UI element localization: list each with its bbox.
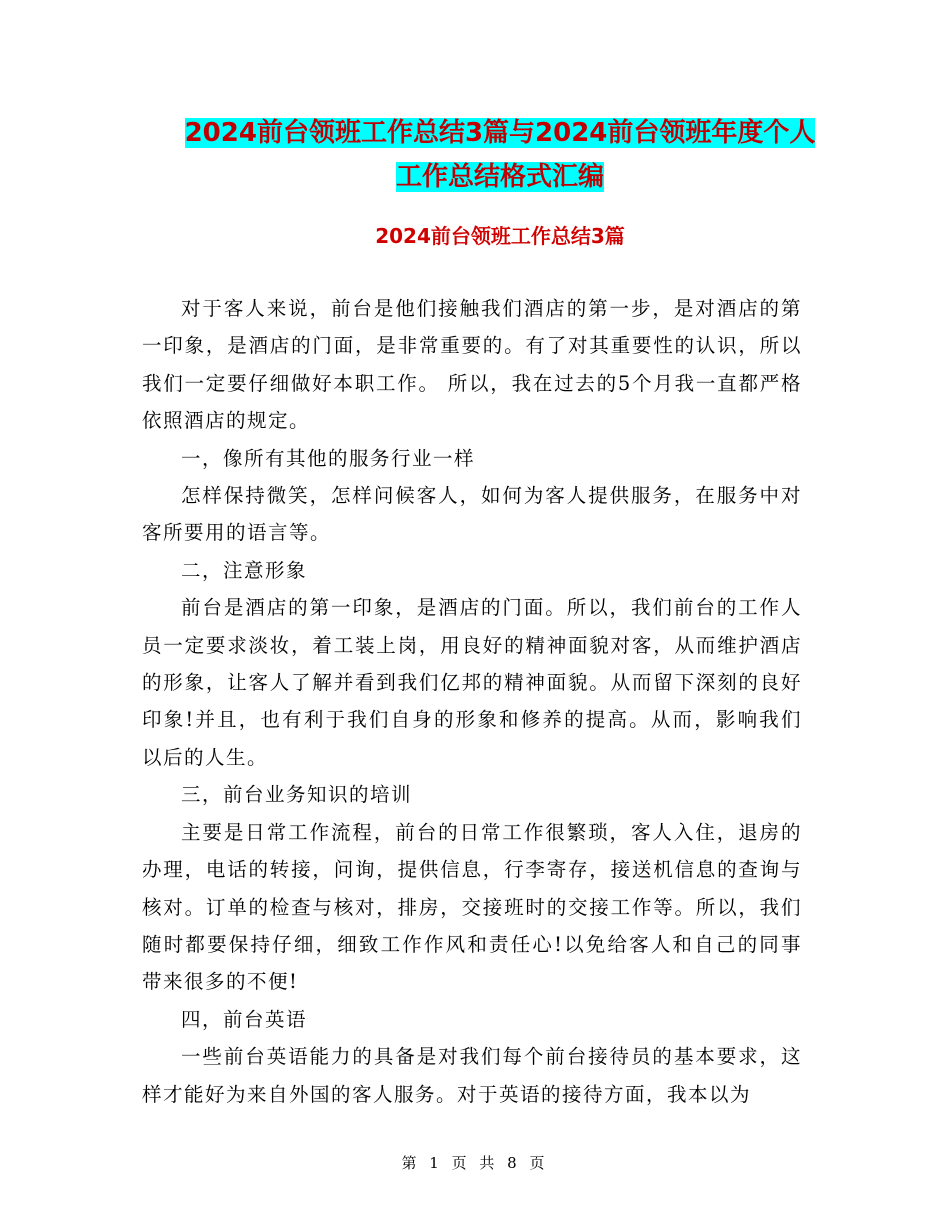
paragraph: 三，前台业务知识的培训	[181, 783, 413, 807]
paragraph: 一些前台英语能力的具备是对我们每个前台接待员的基本要求，这样才能好为来自外国的客人服务。对于英语的接待方面，我本以为	[142, 1045, 802, 1106]
document-body	[142, 290, 802, 1113]
paragraph: 主要是日常工作流程，前台的日常工作很繁琐，客人入住，退房的办理，电话的转接，问询，提供信息，行李寄存，接送机信息的查询与核对。订单的检查与核对，排房，交接班时的交接工作等。所以，我们随时都要保持仔细，细致工作作风和责任心!以免给客人和自己的同事带来很多的不便!	[142, 820, 802, 994]
paragraph: 一，像所有其他的服务行业一样	[181, 446, 476, 470]
paragraph: 前台是酒店的第一印象，是酒店的门面。所以，我们前台的工作人员一定要求淡妆，着工装上岗，用良好的精神面貌对客，从而维护酒店的形象，让客人了解并看到我们亿邦的精神面貌。从而留下深刻的良好印象!并且，也有利于我们自身的形象和修养的提高。从而，影响我们以后的人生。	[142, 596, 802, 769]
paragraph: 四，前台英语	[181, 1007, 308, 1031]
paragraph: 对于客人来说，前台是他们接触我们酒店的第一步，是对酒店的第一印象，是酒店的门面，是非常重要的。有了对其重要性的认识，所以我们一定要仔细做好本职工作。 所以，我在过去的5个月我一直都严格依照酒店的规定。	[142, 297, 802, 433]
document-title	[100, 111, 900, 199]
section-title: 2024前台领班工作总结3篇	[375, 224, 625, 248]
paragraph: 怎样保持微笑，怎样问候客人，如何为客人提供服务，在服务中对客所要用的语言等。	[142, 484, 802, 545]
title-line-2: 工作总结格式汇编	[395, 162, 604, 192]
page-footer: 第 1 页 共 8 页	[401, 1154, 549, 1172]
paragraph: 二，注意形象	[181, 558, 308, 582]
title-line-1: 2024前台领班工作总结3篇与2024前台领班年度个人	[184, 118, 816, 148]
